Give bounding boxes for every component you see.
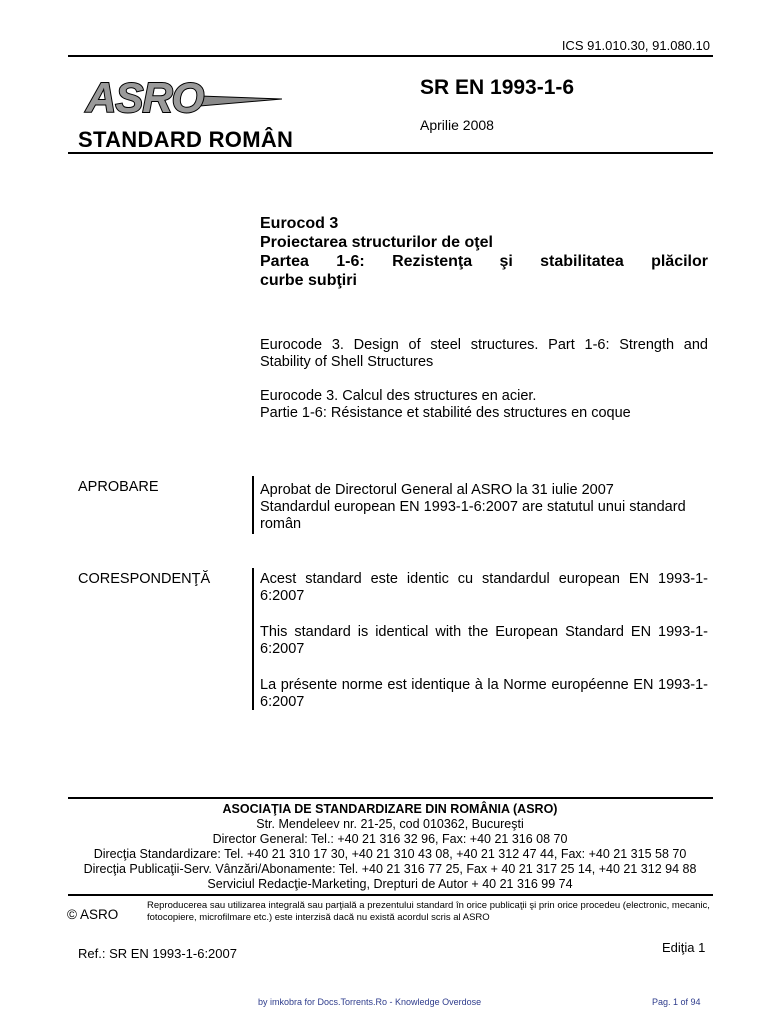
fr-title-line2: Partie 1-6: Résistance et stabilité des structures en coque: [260, 405, 631, 421]
copyright: © ASRO: [67, 907, 119, 922]
ro-title-line2: Proiectarea structurilor de oţel: [260, 234, 493, 251]
ro-title-line3: Partea 1-6: Rezistenţa şi stabilitatea plăcilor: [260, 253, 708, 270]
ics-code: ICS 91.010.30, 91.080.10: [561, 38, 710, 53]
reproduction-notice: Reproducerea sau utilizarea integrală sau parţială a prezentului standard în orice publicaţii şi prin orice procedeu (electronic, mecanic, fotocopiere, microfilmare etc.) este interzisă dacă nu există acordul scris al ASRO: [147, 900, 710, 923]
edition: Ediţia 1: [662, 940, 706, 955]
correspondence-ro: Acest standard este identic cu standardul european EN 1993-1-6:2007: [260, 571, 708, 604]
asro-logo: [82, 66, 282, 124]
top-rule: [68, 55, 713, 57]
correspondence-fr: La présente norme est identique à la Norme européenne EN 1993-1-6:2007: [260, 677, 708, 710]
org-serviciul: Serviciul Redacţie-Marketing, Drepturi de Autor + 40 21 316 99 74: [207, 877, 573, 891]
english-title: Eurocode 3. Design of steel structures. Part 1-6: Strength and Stability of Shell Structures: [260, 337, 708, 370]
organization-footer: [40, 802, 740, 892]
approval-line1: Aprobat de Directorul General al ASRO la 31 iulie 2007: [260, 482, 614, 498]
copyright-rule: [68, 894, 713, 896]
approval-text: [260, 482, 708, 533]
standard-date: Aprilie 2008: [420, 117, 494, 133]
correspondence-en: This standard is identical with the European Standard EN 1993-1-6:2007: [260, 624, 708, 657]
org-directia-standardizare: Direcţia Standardizare: Tel. +40 21 310 17 30, +40 21 310 43 08, +40 21 312 47 44, Fax: +40 21 315 58 70: [93, 847, 687, 861]
page-indicator: Pag. 1 of 94: [652, 997, 701, 1007]
org-name: ASOCIAŢIA DE STANDARDIZARE DIN ROMÂNIA (ASRO): [222, 802, 558, 816]
watermark-link[interactable]: by imkobra for Docs.Torrents.Ro - Knowledge Overdose: [258, 997, 482, 1007]
correspondence-bar: [252, 568, 254, 710]
approval-label: APROBARE: [78, 479, 159, 495]
footer-rule: [68, 797, 713, 799]
reference-code: Ref.: SR EN 1993-1-6:2007: [78, 946, 237, 961]
logo-text: ASRO: [86, 74, 204, 121]
ro-title-line4: curbe subţiri: [260, 272, 357, 289]
approval-line2: Standardul european EN 1993-1-6:2007 are statutul unui standard român: [260, 499, 686, 532]
org-address: Str. Mendeleev nr. 21-25, cod 010362, Bucureşti: [256, 817, 524, 831]
header-rule: [68, 152, 713, 154]
correspondence-label: CORESPONDENŢĂ: [78, 571, 211, 587]
org-director: Director General: Tel.: +40 21 316 32 96, Fax: +40 21 316 08 70: [212, 832, 568, 846]
logo-swoosh: [200, 96, 282, 106]
standard-code: SR EN 1993-1-6: [420, 76, 575, 99]
standard-title: STANDARD ROMÂN: [78, 127, 294, 152]
romanian-title: [260, 214, 708, 290]
org-directia-publicatii: Direcţia Publicaţii-Serv. Vânzări/Abonamente: Tel. +40 21 316 77 25, Fax + 40 21 317 25 14, +40 21 312 94 88: [83, 862, 697, 876]
french-title: [260, 388, 708, 422]
fr-title-line1: Eurocode 3. Calcul des structures en acier.: [260, 388, 537, 404]
approval-bar: [252, 476, 254, 534]
ro-title-line1: Eurocod 3: [260, 215, 339, 232]
